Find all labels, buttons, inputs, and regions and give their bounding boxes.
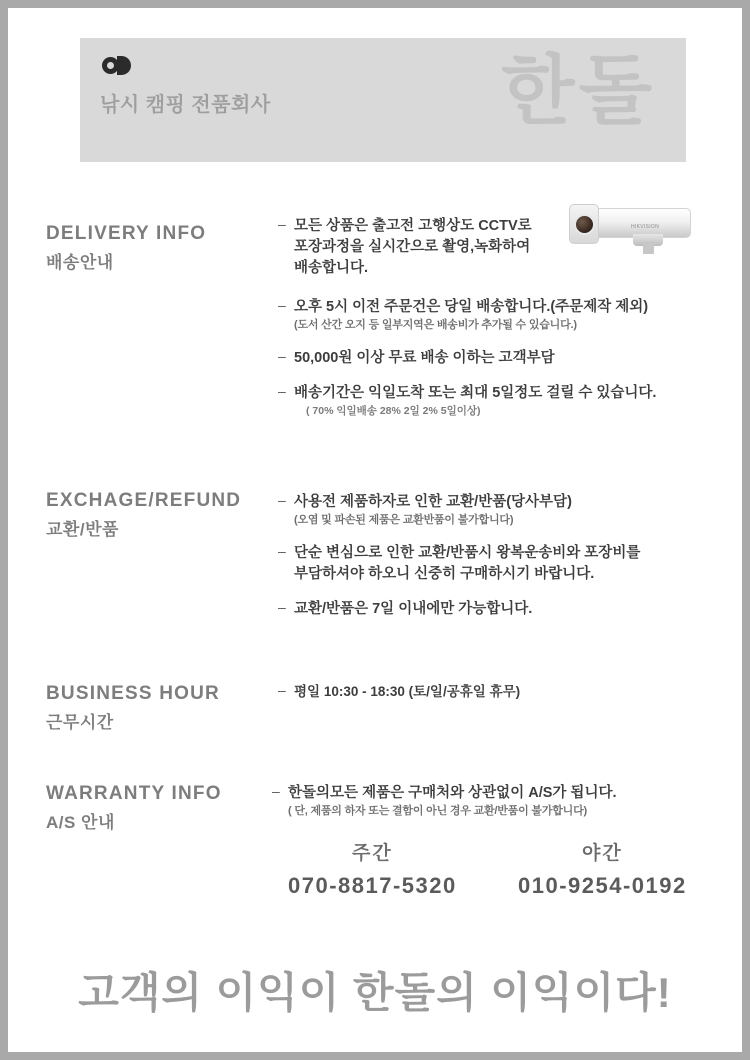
section-warranty-info-body [272, 783, 742, 834]
info-line: 배송합니다. [294, 260, 369, 277]
bullet-dash-icon: – [278, 682, 286, 698]
section-title-en: BUSINESS HOUR [46, 683, 220, 704]
info-row [272, 783, 742, 820]
info-row [278, 543, 728, 585]
info-line: 평일 10:30 - 18:30 (토/일/공휴일 휴무) [294, 684, 521, 699]
camera-brand-mark: HIKVISION [631, 224, 659, 230]
info-row [278, 348, 728, 369]
bullet-dash-icon: – [278, 383, 286, 400]
info-line: 단순 변심으로 인한 교환/반품시 왕복운송비와 포장비를 [294, 544, 641, 561]
bullet-dash-icon: – [278, 492, 286, 508]
info-line: 배송기간은 익일도착 또는 최대 5일정도 걸릴 수 있습니다. [294, 385, 657, 402]
section-title-en: DELIVERY INFO [46, 223, 207, 244]
poster-inner [8, 8, 742, 1052]
info-line: 오후 5시 이전 주문건은 당일 배송합니다.(주문제작 제외) [294, 299, 649, 316]
info-note: ( 단, 제품의 하자 또는 결함이 아닌 경우 교환/반품이 불가합니다) [288, 805, 587, 818]
section-business-hour-title [46, 683, 276, 733]
section-warranty-info-title [46, 783, 286, 833]
info-note: (도서 산간 오지 등 일부지역은 배송비가 추가될 수 있습니다.) [294, 319, 577, 332]
info-row [278, 297, 728, 334]
camera-lens-logo-icon [102, 54, 148, 78]
info-line: 모든 상품은 출고전 고행상도 CCTV로 [294, 218, 532, 234]
section-delivery-info-body [278, 216, 728, 433]
info-line: 사용전 제품하자로 인한 교환/반품(당사부담) [294, 494, 572, 510]
section-title-ko: 배송안내 [46, 253, 114, 272]
contact-number[interactable]: 070-8817-5320 [288, 873, 457, 898]
section-exchange-refund-title [46, 490, 276, 540]
bullet-dash-icon: – [278, 297, 286, 314]
info-row [278, 216, 728, 279]
section-title-ko: A/S 안내 [46, 813, 115, 832]
brand-name: 한돌 [501, 49, 656, 134]
info-row [278, 383, 728, 419]
contact-number[interactable]: 010-9254-0192 [518, 873, 687, 898]
section-title-en: EXCHAGE/REFUND [46, 490, 242, 511]
bullet-dash-icon: – [278, 348, 286, 364]
info-note: (오염 및 파손된 제품은 교환반품이 불가합니다) [294, 514, 514, 527]
bullet-dash-icon: – [272, 783, 280, 799]
info-note: ( 70% 익일배송 28% 2일 2% 5일이상) [306, 405, 481, 418]
bullet-dash-icon: – [278, 598, 286, 615]
info-line: 부담하셔야 하오니 신중히 구매하시기 바랍니다. [294, 565, 595, 582]
info-line: 교환/반품은 7일 이내에만 가능합니다. [294, 600, 533, 617]
info-row [278, 492, 728, 529]
bullet-dash-icon: – [278, 542, 286, 559]
section-business-hour-body [278, 682, 728, 716]
section-title-ko: 교환/반품 [46, 520, 119, 539]
bullet-dash-icon: – [278, 216, 286, 232]
info-line: 한돌의모든 제품은 구매처와 상관없이 A/S가 됩니다. [288, 785, 617, 801]
header-banner [80, 38, 686, 162]
section-title-en: WARRANTY INFO [46, 783, 222, 804]
info-row [278, 682, 728, 702]
contact-label: 주간 [352, 843, 393, 864]
info-line: 50,000원 이상 무료 배송 이하는 고객부담 [294, 350, 555, 366]
info-line: 포장과정을 실시간으로 촬영,녹화하여 [294, 239, 531, 256]
contact-day [288, 838, 457, 899]
section-exchange-refund-body [278, 492, 728, 634]
contact-label: 야간 [582, 843, 623, 864]
contact-night [518, 838, 687, 899]
info-row [278, 599, 728, 620]
footer-slogan: 고객의 이익이 한돌의 이익이다! [78, 969, 672, 1016]
section-delivery-info-title [46, 223, 246, 273]
section-title-ko: 근무시간 [46, 713, 114, 732]
company-subtitle: 낚시 캠핑 전품회사 [100, 94, 271, 116]
